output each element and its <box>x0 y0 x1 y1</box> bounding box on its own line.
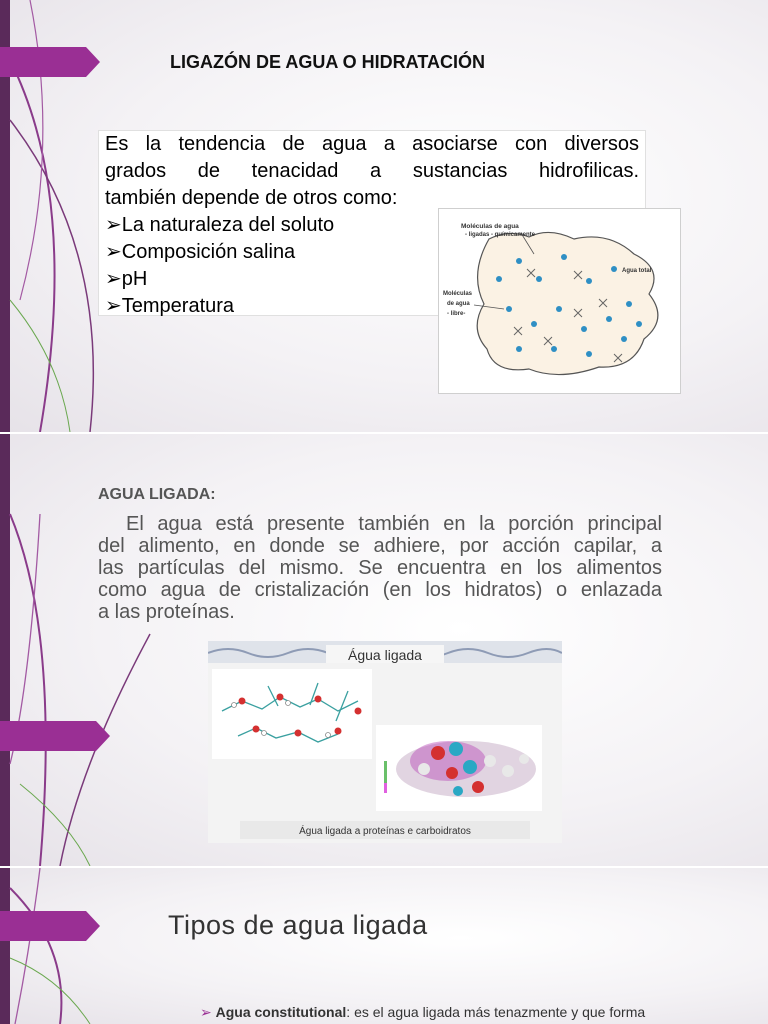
arrow-bullet-icon: ➢ <box>105 295 122 317</box>
slide-title: Tipos de agua ligada <box>168 910 428 940</box>
bullet-item: ➢pH <box>105 268 148 290</box>
slide-title: LIGAZÓN DE AGUA O HIDRATACIÓN <box>170 52 485 72</box>
bullet-term: Agua constitutional <box>215 1004 347 1020</box>
paragraph-line-5: a las proteínas. <box>98 601 235 623</box>
label-bound-water-sub: - ligadas - químicamente <box>465 232 536 238</box>
bullet-item: ➢La naturaleza del soluto <box>105 214 335 236</box>
bullet-item: ➢Temperatura <box>105 295 235 317</box>
label-free-water-1: Moléculas <box>443 291 473 297</box>
water-molecules-figure <box>438 208 681 394</box>
arrow-bullet-icon: ➢ <box>105 268 122 290</box>
paragraph-line-1: El agua está presente también en la porción principal <box>126 513 662 535</box>
label-free-water-3: - libre- <box>447 311 466 317</box>
bullet-item <box>200 1004 645 1021</box>
slide-tab <box>0 911 86 941</box>
slide-tab <box>0 47 86 77</box>
paragraph-line-4: como agua de cristalización (en los hidratos) o enlazada <box>98 579 662 601</box>
label-free-water-2: de agua <box>447 301 470 307</box>
bound-water-illustration <box>208 641 562 843</box>
paragraph-line-2: del alimento, en donde se adhiere, por acción capilar, a <box>98 535 662 557</box>
arrow-bullet-icon: ➢ <box>105 214 122 236</box>
slide-tab <box>0 721 96 751</box>
intro-line-2: grados de tenacidad a sustancias hidrofilicas. <box>105 160 639 182</box>
intro-line-3: también depende de otros como: <box>105 187 398 209</box>
figure-title: Água ligada <box>348 647 422 663</box>
section-heading: AGUA LIGADA: <box>98 486 216 503</box>
water-molecules-diagram <box>439 209 680 393</box>
bound-water-paragraph <box>98 513 662 623</box>
intro-line-1: Es la tendencia de agua a asociarse con diversos <box>105 133 639 155</box>
slide-3 <box>0 868 768 1024</box>
bullet-item: ➢Composición salina <box>105 241 296 263</box>
label-total-water: Agua total <box>622 268 652 274</box>
bullet-definition: : es el agua ligada más tenazmente y que forma <box>346 1004 646 1020</box>
label-bound-water: Moléculas de agua <box>461 223 519 230</box>
figure-caption: Água ligada a proteínas e carboidratos <box>299 826 471 837</box>
slide-2 <box>0 434 768 866</box>
paragraph-line-3: las partículas del mismo. Se encuentra en los alimentos <box>98 557 662 579</box>
arrow-bullet-icon: ➢ <box>200 1004 212 1020</box>
slide-1 <box>0 0 768 432</box>
arrow-bullet-icon: ➢ <box>105 241 122 263</box>
decorative-lines <box>0 868 120 1024</box>
bound-water-figure <box>208 641 562 843</box>
